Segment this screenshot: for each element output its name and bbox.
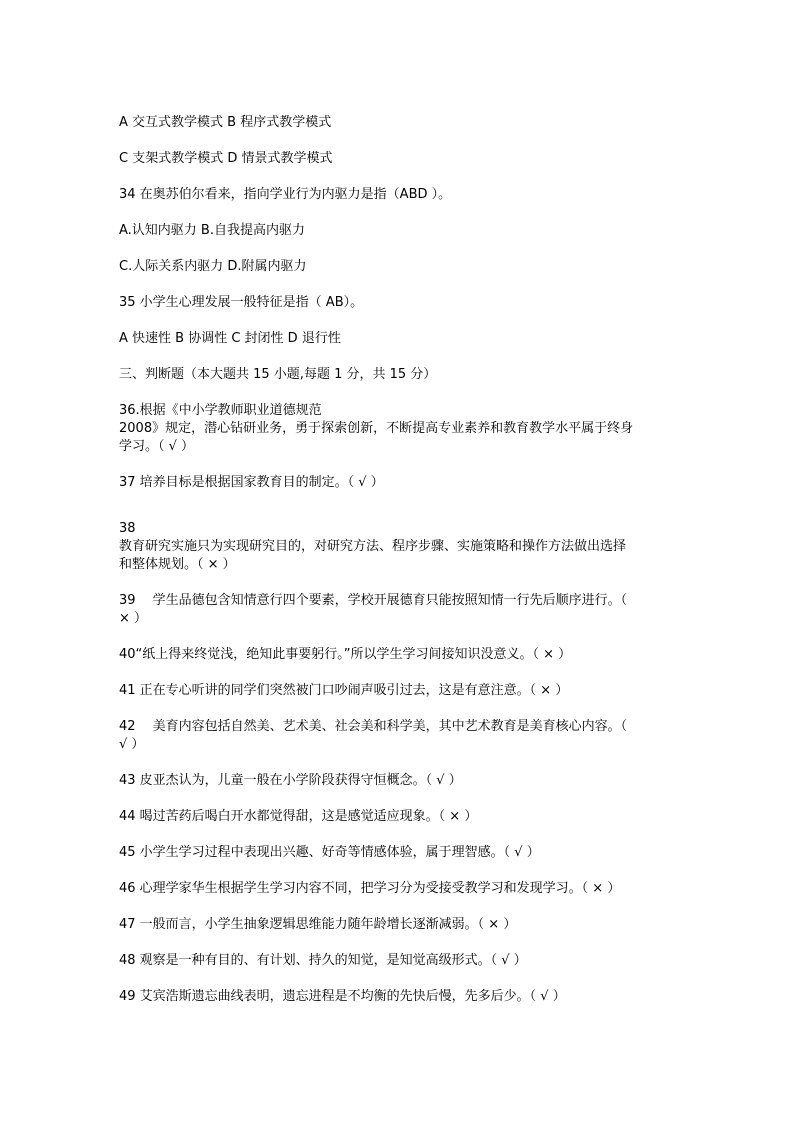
question-37: 37 培养目标是根据国家教育目的制定。（ √ ） xyxy=(119,475,384,490)
question-36 xyxy=(119,402,675,456)
question-42-line-2: √ ） xyxy=(119,737,145,752)
question-46: 46 心理学家华生根据学生学习内容不同，把学习分为受接受教学习和发现学习。（ × ） xyxy=(119,881,621,896)
question-49: 49 艾宾浩斯遗忘曲线表明，遗忘进程是不均衡的先快后慢，先多后少。（ √ ） xyxy=(119,989,566,1004)
question-34-options-cd: C.人际关系内驱力 D.附属内驱力 xyxy=(119,259,307,274)
question-42 xyxy=(119,718,675,754)
question-43: 43 皮亚杰认为，儿童一般在小学阶段获得守恒概念。（ √ ） xyxy=(119,773,462,788)
question-40: 40“纸上得来终觉浅，绝知此事要躬行。”所以学生学习间接知识没意义。（ × ） xyxy=(119,647,572,662)
question-39-line-1: 39 学生品德包含知情意行四个要素，学校开展德育只能按照知情一行先后顺序进行。（ xyxy=(119,593,628,608)
question-38 xyxy=(119,520,675,574)
question-39-line-2: × ） xyxy=(119,611,148,626)
question-42-line-1: 42 美育内容包括自然美、艺术美、社会美和科学美，其中艺术教育是美育核心内容。（ xyxy=(119,719,628,734)
option-line-cd: C 支架式教学模式 D 情景式教学模式 xyxy=(119,151,333,166)
question-34: 34 在奥苏伯尔看来，指向学业行为内驱力是指（ABD ）。 xyxy=(119,187,452,202)
question-41: 41 正在专心听讲的同学们突然被门口吵闹声吸引过去，这是有意注意。（ × ） xyxy=(119,683,569,698)
question-34-options-ab: A.认知内驱力 B.自我提高内驱力 xyxy=(119,223,305,238)
question-38-line-3: 和整体规划。（ × ） xyxy=(119,557,236,572)
question-45: 45 小学生学习过程中表现出兴趣、好奇等情感体验，属于理智感。（ √ ） xyxy=(119,845,540,860)
question-36-line-2: 2008》规定，潜心钻研业务，勇于探索创新，不断提高专业素养和教育教学水平属于终身 xyxy=(119,421,634,436)
question-35: 35 小学生心理发展一般特征是指（ AB）。 xyxy=(119,295,364,310)
question-39 xyxy=(119,592,675,628)
option-line-ab: A 交互式教学模式 B 程序式教学模式 xyxy=(119,115,332,130)
section-heading-judgment: 三、判断题（本大题共 15 小题,每题 1 分，共 15 分） xyxy=(119,367,437,382)
question-36-line-3: 学习。（ √ ） xyxy=(119,439,195,454)
question-38-line-2: 教育研究实施只为实现研究目的，对研究方法、程序步骤、实施策略和操作方法做出选择 xyxy=(119,539,627,554)
question-48: 48 观察是一种有目的、有计划、持久的知觉，是知觉高级形式。（ √ ） xyxy=(119,953,527,968)
question-35-options: A 快速性 B 协调性 C 封闭性 D 退行性 xyxy=(119,331,341,346)
question-47: 47 一般而言，小学生抽象逻辑思维能力随年龄增长逐渐减弱。（ × ） xyxy=(119,917,517,932)
document-body xyxy=(119,114,675,1006)
question-38-line-1: 38 xyxy=(119,521,136,536)
question-36-line-1: 36.根据《中小学教师职业道德规范 xyxy=(119,403,322,418)
question-44: 44 喝过苦药后喝白开水都觉得甜，这是感觉适应现象。（ × ） xyxy=(119,809,478,824)
